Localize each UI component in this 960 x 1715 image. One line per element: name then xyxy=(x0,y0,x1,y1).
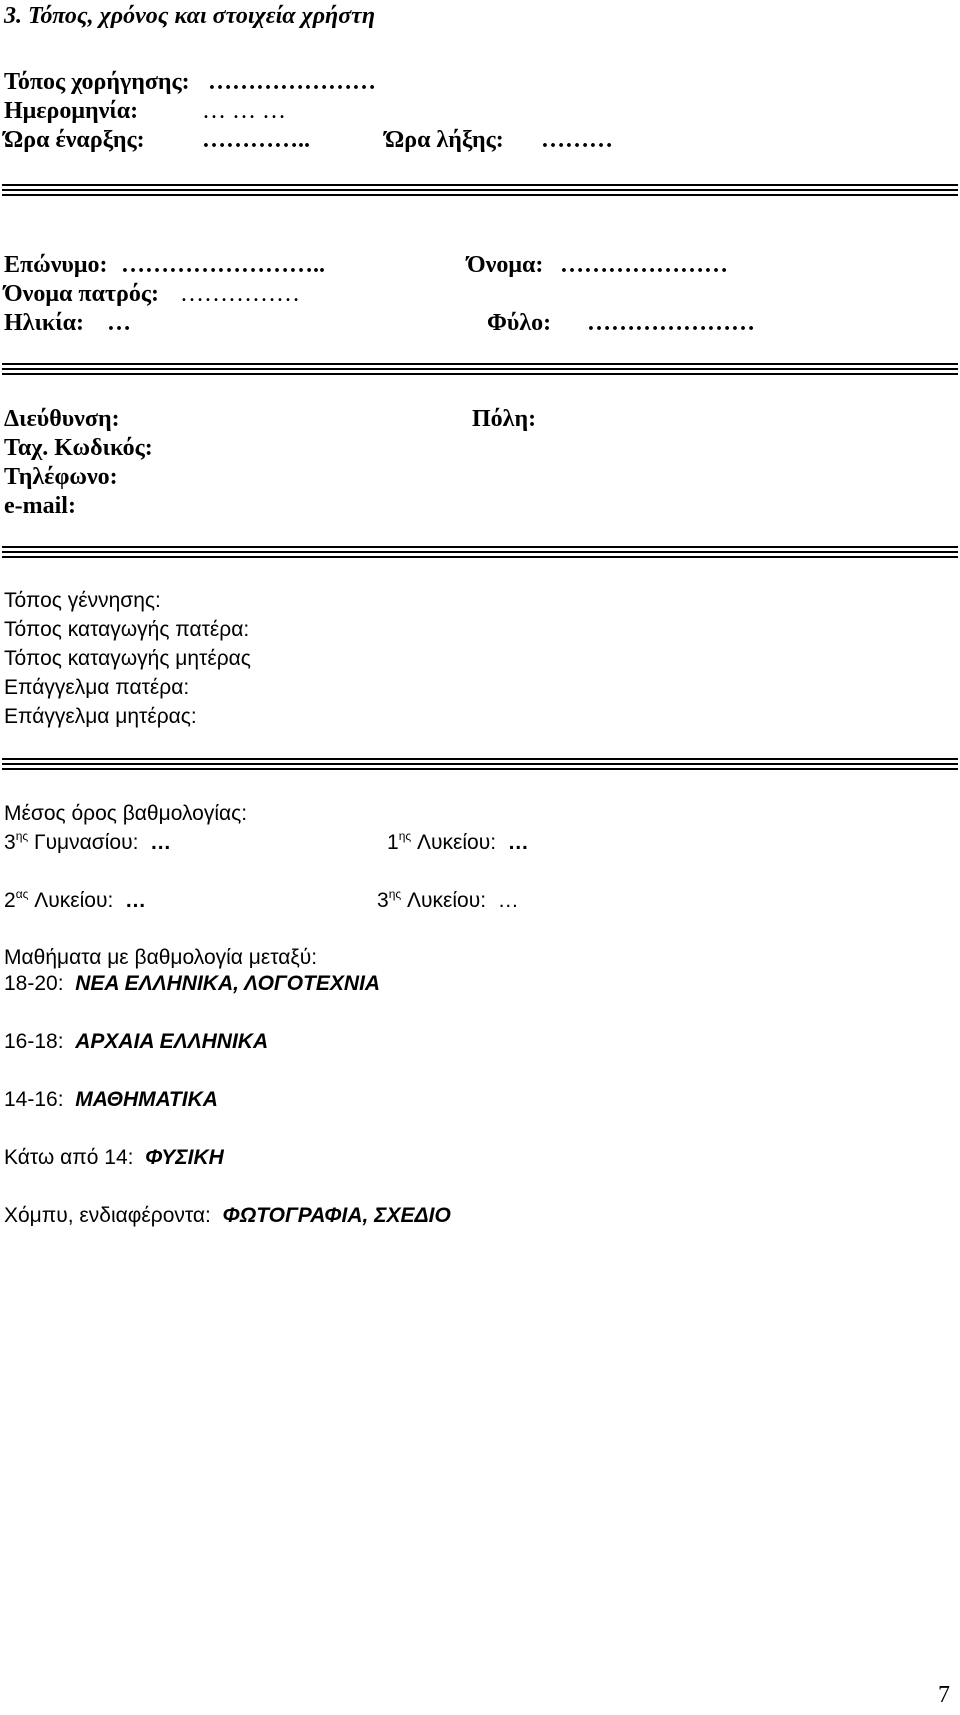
email-label: e-mail: xyxy=(4,493,76,519)
age-value: … xyxy=(107,310,131,336)
surname-label: Επώνυμο: xyxy=(4,252,108,278)
father-origin-label: Τόπος καταγωγής πατέρα: xyxy=(4,618,250,641)
lyceum-3-grade: $3^{\eta\varsigma}$ Λυκείου: … xyxy=(377,887,519,912)
start-time-label: Ώρα έναρξης: xyxy=(4,127,145,153)
father-name-value: …………… xyxy=(180,281,300,307)
father-job-label: Επάγγελμα πατέρα: xyxy=(4,676,190,699)
separator-line xyxy=(2,363,958,375)
sex-label: Φύλο: xyxy=(487,310,552,336)
name-label: Όνομα: xyxy=(467,252,544,278)
mother-job-label: Επάγγελμα μητέρας: xyxy=(4,705,197,728)
father-name-label: Όνομα πατρός: xyxy=(4,281,159,307)
place-value: ………………… xyxy=(208,69,376,95)
hobbies: Χόμπυ, ενδιαφέροντα: ΦΩΤΟΓΡΑΦΙΑ, ΣΧΕΔΙΟ xyxy=(4,1204,451,1227)
separator-line xyxy=(2,546,958,558)
surname-value: …………………….. xyxy=(121,252,325,278)
grade-range-18-20: 18-20: ΝΕΑ ΕΛΛΗΝΙΚΑ, ΛΟΓΟΤΕΧΝΙΑ xyxy=(4,972,381,995)
end-time-label: Ώρα λήξης: xyxy=(385,127,504,153)
grade-range-below-14: Κάτω από 14: ΦΥΣΙΚΗ xyxy=(4,1146,224,1169)
separator-line xyxy=(2,758,958,770)
date-label: Ημερομηνία: xyxy=(4,98,139,124)
grade-range-14-16: 14-16: ΜΑΘΗΜΑΤΙΚΑ xyxy=(4,1088,218,1111)
name-value: ………………… xyxy=(560,252,728,278)
page-number: 7 xyxy=(938,1682,950,1708)
city-label: Πόλη: xyxy=(472,406,537,432)
phone-label: Τηλέφωνο: xyxy=(4,464,118,490)
average-grade-label: Μέσος όρος βαθμολογίας: xyxy=(4,802,248,825)
birthplace-label: Τόπος γέννησης: xyxy=(4,589,161,612)
mother-origin-label: Τόπος καταγωγής μητέρας xyxy=(4,647,251,670)
lyceum-1-grade: $1^{\eta\varsigma}$ Λυκείου: … xyxy=(387,829,529,854)
date-value: … … … xyxy=(202,98,286,124)
start-time-value: ………….. xyxy=(202,127,310,153)
lyceum-2-grade: $2^{\alpha\varsigma}$ Λυκείου: … xyxy=(4,887,146,912)
separator-line xyxy=(2,184,958,196)
gymnasium-3-grade: $3^{\eta\varsigma}$ Γυμνασίου: … xyxy=(4,829,172,854)
end-time-value: ……… xyxy=(541,127,613,153)
zip-label: Ταχ. Κωδικός: xyxy=(4,435,153,461)
place-label: Τόπος χορήγησης: xyxy=(4,69,190,95)
subjects-label: Μαθήματα με βαθμολογία μεταξύ: xyxy=(4,946,318,969)
sex-value: ………………… xyxy=(587,310,755,336)
section-title: 3. Τόπος, χρόνος και στοιχεία χρήστη xyxy=(4,3,375,29)
age-label: Ηλικία: xyxy=(4,310,85,336)
address-label: Διεύθυνση: xyxy=(4,406,120,432)
grade-range-16-18: 16-18: ΑΡΧΑΙΑ ΕΛΛΗΝΙΚΑ xyxy=(4,1030,269,1053)
